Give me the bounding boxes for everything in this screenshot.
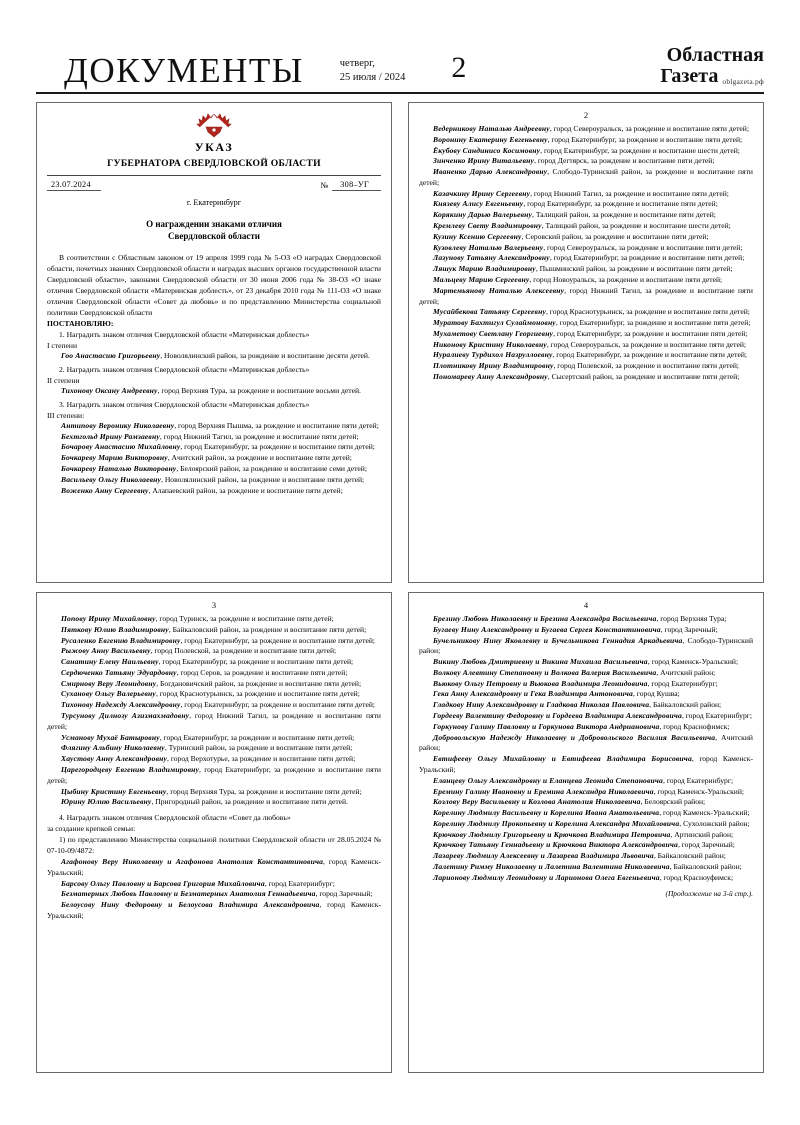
- awardee-detail: , Алапаевский район, за рождение и воспитание пяти детей;: [148, 485, 343, 495]
- list-item: [419, 700, 753, 711]
- awardee-detail: , город Екатеринбург, за рождение и воспитание пяти детей;: [180, 442, 375, 452]
- list-item: [419, 210, 753, 221]
- awardee-detail: , город Заречный;: [677, 840, 735, 850]
- coat-of-arms-icon: [47, 112, 381, 138]
- list-item: [419, 787, 753, 798]
- awardee-detail: , город Екатеринбург, за рождение и воспитание пяти детей;: [549, 253, 745, 263]
- list-item: [47, 614, 381, 625]
- awardee-detail: , город Полевской, за рождение и воспитание пяти детей;: [553, 361, 739, 371]
- list-item: [419, 264, 753, 275]
- awardee-detail: , Сухоложский район;: [679, 818, 750, 828]
- awardee-detail: , город Каменск-Уральский;: [653, 786, 744, 796]
- list-item: [419, 124, 753, 135]
- awardee-detail: , город Екатеринбург;: [264, 878, 335, 888]
- list-item: [47, 857, 381, 879]
- list-item: [419, 819, 753, 830]
- awardee-detail: , город Каменск-Уральский;: [47, 857, 381, 877]
- awardee-name: Корякину Дарью Валерьевну: [433, 210, 533, 220]
- list-item: [419, 808, 753, 819]
- list-item: [419, 711, 753, 722]
- awardee-name: Муратову Бахтигул Сулаймоновну: [433, 318, 556, 328]
- awardee-detail: , Байкаловский район;: [653, 851, 726, 861]
- list-item: [419, 232, 753, 243]
- list-item: [47, 486, 381, 497]
- awardee-detail: , город Североуральск, за рождение и воспитание пяти детей;: [543, 242, 743, 252]
- awardee-name: Плотникову Ирину Владимировну: [433, 361, 554, 371]
- awardee-detail: , город Екатеринбург, за рождение и воспитание пяти детей;: [555, 318, 751, 328]
- brand-line-2: Газета: [660, 64, 719, 87]
- awardee-name: Князеву Алису Евгеньевну: [433, 199, 524, 209]
- decree-item-4-sub: за создание крепкой семьи:: [47, 824, 136, 834]
- awardee-name: Викину Любовь Дмитриевну и Викина Михаила Васильевича: [433, 657, 648, 667]
- awardee-detail: , город Североуральск, за рождение и воспитание пяти детей;: [549, 124, 749, 133]
- awardee-name: Кремлеву Свету Владимировну: [433, 221, 542, 231]
- awardee-detail: , город Нижний Тагил, за рождение и воспитание пяти детей;: [159, 431, 359, 441]
- list-item: [419, 350, 753, 361]
- awardee-detail: , Белоярский район, за рождение и воспитание семи детей;: [176, 463, 367, 473]
- list-item: [419, 679, 753, 690]
- awardee-name: Барсову Ольгу Павловну и Барсова Григория Михайловича: [61, 878, 265, 888]
- awardee-detail: , город Екатеринбург, за рождение и воспитание шести детей;: [540, 145, 740, 155]
- list-item: [419, 156, 753, 167]
- brand-website: oblgazeta.рф: [722, 77, 764, 86]
- awardee-detail: , Ачитский район, за рождение и воспитание пяти детей;: [167, 453, 352, 463]
- awardee-name: Бочкареву Наталью Викторовну: [61, 463, 177, 473]
- list-item: [419, 657, 753, 668]
- awards-list-column-4: [419, 614, 753, 884]
- awardee-name: Мальцеву Марию Сергеевну: [433, 274, 530, 284]
- awardee-name: Тихонову Надежду Александровну: [61, 700, 181, 710]
- awardee-detail: , город Екатеринбург, за рождение и воспитание пяти детей;: [552, 350, 747, 360]
- decree-preamble: В соответствии с Областным законом от 19 апреля 1999 года № 5-ОЗ «О наградах Свердловской области, почетных званиях Свердловской области и наградах высших органов государственной власти Свердловской области», законами Свердловской области от 30 июня 2006 года № 38-ОЗ «О знаке отличия Свердловской области «Материнская доблесть», от 23 декабря 2010 года № 111-ОЗ «О знаке отличия Свердловской области «Совет да любовь» и по представлению Министерства социальной политики Свердловской области: [47, 253, 381, 318]
- list-item: [47, 475, 381, 486]
- column-1: [36, 102, 392, 583]
- awardee-name: Сердюченко Татьяну Эдуардовну: [61, 667, 177, 677]
- awardee-name: Агафонову Веру Николаевну и Агафонова Анатолия Константиновича: [61, 857, 324, 867]
- list-item: [47, 754, 381, 765]
- list-item: [419, 189, 753, 200]
- awardee-detail: , город Екатеринбург, за рождение и воспитание пяти детей;: [159, 732, 355, 742]
- awardee-name: Усманову Мухаё Батыровну: [61, 732, 160, 742]
- awardee-detail: , Новолялинский район, за рождение и воспитание десяти детей.: [160, 351, 370, 361]
- list-item: [419, 776, 753, 787]
- list-item: [419, 135, 753, 146]
- awardee-detail: , Пышминский район, за рождение и воспитание пяти детей;: [535, 264, 733, 274]
- awardee-detail: , город Каменск-Уральский;: [419, 754, 753, 774]
- list-item: [419, 614, 753, 625]
- list-item: [419, 253, 753, 264]
- page-number: 2: [451, 51, 467, 84]
- awardee-detail: , Талицкий район, за рождение и воспитание шести детей;: [541, 221, 731, 231]
- list-item: [419, 873, 753, 884]
- decree-title: [47, 218, 381, 242]
- awardee-detail: , Сысертский район, за рождение и воспитание пяти детей;: [547, 371, 740, 381]
- awardee-detail: , город Верхняя Тура, за рождение и воспитание пяти детей;: [166, 786, 362, 796]
- awardee-detail: , город Краснофимск;: [659, 721, 730, 731]
- decree-body: [47, 252, 381, 351]
- awardee-detail: , город Екатеринбург, за рождение и воспитание пяти детей;: [180, 700, 376, 710]
- list-item: [419, 199, 753, 210]
- list-item: [47, 797, 381, 808]
- awardee-name: Нуралиеву Турдихол Назруллоевну: [433, 350, 553, 360]
- list-item: [419, 372, 753, 383]
- awardee-detail: , город Краснотурьинск, за рождение и воспитание пяти детей;: [545, 307, 750, 317]
- awardee-detail: , город Нижний Тагил, за рождение и воспитание пяти детей;: [530, 188, 729, 198]
- column-4: [408, 592, 764, 1073]
- divider: [47, 175, 381, 176]
- list-item: [47, 900, 381, 922]
- brand: [660, 45, 764, 88]
- awardee-name: Турсунову Дилнозу Азизмахмадовну: [61, 711, 190, 721]
- list-item: [419, 840, 753, 851]
- awards-couples-list-column-3: [47, 857, 381, 922]
- list-item: [47, 636, 381, 647]
- list-item: [419, 862, 753, 873]
- awardee-detail: , город Екатеринбург, за рождение и воспитание пяти детей;: [180, 635, 376, 645]
- decree-item-1: 1. Наградить знаком отличия Свердловской области «Материнская доблесть»: [59, 330, 310, 340]
- awardee-detail: , Ачитский район;: [419, 732, 753, 753]
- awardee-detail: , Байкаловский район;: [649, 700, 722, 710]
- awardee-name: Крючкову Людмилу Григорьевну и Крючкова Владимира Петровича: [433, 829, 671, 839]
- list-item: [419, 167, 753, 189]
- awardee-name: Ёкубову Сандинисо Косимовну: [433, 145, 541, 155]
- list-item: [47, 421, 381, 432]
- awardee-detail: , город Новоуральск, за рождение и воспитание пяти детей;: [529, 274, 723, 284]
- awardee-name: Гордееву Валентину Федоровну и Гордеева Владимира Александровича: [433, 711, 682, 721]
- awards-list-column-2: [419, 124, 753, 383]
- awardee-detail: , город Верхняя Тура;: [656, 614, 727, 623]
- decree-resolve: ПОСТАНОВЛЯЮ:: [47, 319, 114, 329]
- awardee-detail: , Серовский район, за рождение и воспитание пяти детей;: [521, 231, 709, 241]
- awardee-name: Иваненко Дарью Александровну: [433, 167, 548, 177]
- awardee-name: Суханову Ольгу Валерьевну: [61, 689, 156, 699]
- awardee-name: Мартемьянову Наталью Алексеевну: [433, 285, 565, 295]
- awardee-name: Никонову Кристину Николаевну: [433, 339, 547, 349]
- awardee-name: Гоо Анастасию Григорьевну: [61, 351, 161, 361]
- list-item: [419, 361, 753, 372]
- awardee-name: Пономареву Анну Александровну: [433, 371, 548, 381]
- awardee-detail: , город Нижний Тагил, за рождение и воспитание пяти детей;: [47, 711, 381, 731]
- decree-title-line-2: Свердловской области: [167, 231, 260, 242]
- list-item: [419, 243, 753, 254]
- column-number: 4: [583, 600, 589, 610]
- awardee-detail: , Новолялинский район, за рождение и воспитание пяти детей;: [161, 474, 365, 484]
- awardee-detail: , город Верхотурье, за рождение и воспитание пяти детей;: [167, 754, 356, 764]
- awardee-name: Корелину Людмилу Васильевну и Корелина Ивана Анатольевича: [433, 808, 660, 818]
- awardee-name: Мухаметову Светлану Георгиевну: [433, 328, 554, 338]
- awardee-detail: , Белоярский район;: [640, 797, 706, 807]
- awardee-detail: , Ачитский район;: [656, 667, 716, 677]
- decree-degree-2: II степени: [47, 376, 80, 386]
- list-item: [47, 787, 381, 798]
- awardee-detail: , Слободо-Туринский район, за рождение и воспитание пяти детей;: [419, 167, 753, 187]
- column-2: [408, 102, 764, 583]
- awardee-name: Пяткову Юлию Владимировну: [61, 624, 169, 634]
- list-item: [419, 318, 753, 329]
- awardee-name: Бочкареву Марию Викторовну: [61, 453, 168, 463]
- columns-grid: [36, 102, 764, 1073]
- awardee-name: Евтифееву Ольгу Михайловну и Евтифеева Владимира Борисовича: [433, 754, 692, 764]
- awardee-name: Добровольскую Надежду Николаевну и Добровольского Василия Васильевича: [433, 732, 716, 742]
- awardee-detail: , город Екатеринбург, за рождение и воспитание пяти детей;: [158, 657, 354, 667]
- awardee-name: Зинченко Ирину Витальевну: [433, 156, 535, 166]
- awardee-detail: , Байкаловский район;: [669, 861, 742, 871]
- decree-degree-1: I степени: [47, 341, 78, 351]
- list-item: [47, 889, 381, 900]
- list-item: [419, 830, 753, 841]
- list-item: [47, 879, 381, 890]
- list-item: [47, 351, 381, 362]
- awards-degree-1-list: [47, 351, 381, 362]
- list-item: [419, 329, 753, 340]
- awardee-name: Тихонову Оксану Андреевну: [61, 386, 158, 396]
- awardee-detail: , город Екатеринбург;: [647, 678, 718, 688]
- awardee-detail: , город Каменск-Уральский;: [47, 900, 381, 920]
- awardee-detail: , Богдановичский район, за рождение и воспитание пяти детей;: [156, 678, 362, 688]
- awardee-detail: , город Заречный;: [660, 624, 718, 634]
- awardee-name: Волкову Алевтину Степановну и Волкова Валерия Васильевича: [433, 667, 657, 677]
- awardee-name: Русаленко Евгению Владимировну: [61, 635, 181, 645]
- awardee-detail: , город Серов, за рождение и воспитание пяти детей;: [176, 667, 348, 677]
- list-item: [47, 625, 381, 636]
- list-item: [419, 221, 753, 232]
- awardee-name: Ведерникову Наталью Андреевну: [433, 124, 550, 133]
- column-3: [36, 592, 392, 1073]
- masthead-date-block: [304, 53, 661, 88]
- awardee-name: Царегородцеву Евгению Владимировну: [61, 764, 200, 774]
- awardee-name: Ляшук Марию Владимировну: [433, 264, 536, 274]
- awardee-name: Юрину Юлию Васильевну: [61, 797, 152, 807]
- continuation-note: (Продолжение на 3-й стр.).: [665, 888, 753, 898]
- masthead: [36, 30, 764, 94]
- list-item: [47, 711, 381, 733]
- list-item: [47, 679, 381, 690]
- awardee-name: Гладкову Нину Александровну и Гладкова Николая Павловича: [433, 700, 650, 710]
- decree-number-label: №: [320, 181, 329, 190]
- awardee-detail: , город Североуральск, за рождение и воспитание пяти детей;: [546, 339, 747, 349]
- awardee-name: Безматерных Любовь Павловну и Безматерных Анатолия Геннадьевича: [61, 889, 316, 899]
- list-item: [419, 754, 753, 776]
- awardee-detail: , город Нижний Тагил, за рождение и воспитание пяти детей;: [419, 285, 753, 306]
- awardee-name: Лазареву Людмилу Алексеевну и Лазарева Владимира Львовича: [433, 851, 654, 861]
- awardee-name: Ларионову Людмилу Леонидовну и Ларионова Олега Евгеньевича: [433, 872, 660, 882]
- list-item: [47, 432, 381, 443]
- awardee-name: Рыжову Анну Васильевну: [61, 646, 151, 656]
- list-item: [419, 689, 753, 700]
- list-item: [419, 636, 753, 658]
- list-item: [419, 275, 753, 286]
- decree-number: 308–УГ: [332, 180, 381, 191]
- decree-heading: УКАЗ: [194, 140, 234, 154]
- awardee-detail: , город Кушва;: [633, 689, 680, 699]
- awardee-name: Горкунову Галину Павловну и Горкунова Виктора Андриановича: [433, 721, 660, 731]
- awardee-name: Крючкову Татьяну Геннадьевну и Крючкова Виктора Александровича: [433, 840, 678, 850]
- awardee-name: Бугаеву Нину Александровну и Бугаева Сергея Константиновича: [433, 624, 661, 634]
- awardee-detail: , город Екатеринбург, за рождение и воспитание пяти детей;: [547, 134, 743, 144]
- awardee-name: Кузовлеву Наталью Валерьевну: [433, 242, 544, 252]
- list-item: [419, 733, 753, 755]
- awardee-name: Казачкину Ирину Сергеевну: [433, 188, 531, 198]
- list-item: [47, 464, 381, 475]
- awardee-name: Вьюкову Ольгу Петровну и Вьюкова Владимира Леонидовича: [433, 678, 648, 688]
- awardee-detail: , город Каменск-Уральский;: [647, 657, 739, 667]
- list-item: [47, 386, 381, 397]
- list-item: [419, 668, 753, 679]
- awardee-name: Бехтгольд Ирину Рамзаевну: [61, 431, 160, 441]
- awardee-name: Воженко Анну Сергеевну: [61, 485, 149, 495]
- awardee-name: Воронину Екатерину Евгеньевну: [433, 134, 548, 144]
- list-item: [47, 765, 381, 787]
- decree-authority: ГУБЕРНАТОРА СВЕРДЛОВСКОЙ ОБЛАСТИ: [107, 158, 321, 169]
- awardee-name: Мусайбекова Татьяну Сергеевну: [433, 307, 546, 317]
- awardee-detail: , город Полевской, за рождение и воспитание пяти детей;: [150, 646, 337, 656]
- decree-degree-3: III степени:: [47, 410, 85, 420]
- decree-date: 23.07.2024: [47, 180, 101, 191]
- list-item: [419, 340, 753, 351]
- awardee-name: Брезину Любовь Николаевну и Брезина Александра Васильевича: [433, 614, 657, 623]
- awardee-detail: , город Краснотурьинск, за рождение и воспитание пяти детей;: [155, 689, 360, 699]
- awardee-name: Белоусову Нину Федоровну и Белоусова Владимира Александровича: [61, 900, 320, 910]
- masthead-date: 25 июля / 2024: [339, 71, 406, 83]
- list-item: [419, 797, 753, 808]
- awardee-name: Флягину Альбину Николаевну: [61, 743, 165, 753]
- awardee-detail: , город Каменск-Уральский;: [659, 808, 750, 818]
- list-item: [419, 307, 753, 318]
- list-item: [47, 668, 381, 679]
- column-number: 3: [211, 600, 217, 610]
- list-item: [47, 689, 381, 700]
- awardee-name: Антипову Веронику Николаевну: [61, 420, 175, 430]
- awardee-detail: , город Екатеринбург, за рождение и воспитание пяти детей;: [553, 328, 748, 338]
- masthead-weekday: четверг,: [339, 57, 375, 69]
- awardee-detail: , Артинский район;: [670, 829, 734, 839]
- awardee-name: Санатину Елену Наильевну: [61, 657, 159, 667]
- list-item: [419, 851, 753, 862]
- decree-item-4-1: 1) по представлению Министерства социальной политики Свердловской области от 28.05.2024 № 07-10-09/4872:: [47, 835, 381, 856]
- awardee-name: Козлову Веру Васильевну и Козлова Анатолия Николаевича: [433, 797, 641, 807]
- decree-item-4: 4. Наградить знаком отличия Свердловской области «Совет да любовь»: [59, 813, 291, 823]
- list-item: [47, 743, 381, 754]
- list-item: [47, 453, 381, 464]
- awardee-detail: , город Красноуфимск;: [659, 872, 734, 882]
- awardee-detail: , Талицкий район, за рождение и воспитание пяти детей;: [532, 210, 716, 220]
- awardee-detail: , город Верхняя Пышма, за рождение и воспитание пяти детей;: [174, 420, 379, 430]
- awardee-name: Еремину Галину Ивановну и Еремина Александра Николаевича: [433, 786, 654, 796]
- awards-degree-2-list: [47, 386, 381, 397]
- list-item: [419, 286, 753, 308]
- decree-item-3: 3. Наградить знаком отличия Свердловской области «Материнская доблесть»: [59, 399, 310, 409]
- awardee-name: Смирнову Веру Леонидовну: [61, 678, 157, 688]
- awardee-name: Бочарову Анастасию Михайловну: [61, 442, 181, 452]
- awardee-name: Цыбину Кристину Евгеньевну: [61, 786, 167, 796]
- decree-item-2: 2. Наградить знаком отличия Свердловской области «Материнская доблесть»: [59, 365, 310, 375]
- awardee-name: Бучельникову Нину Яковлевну и Бучельникова Геннадия Аркадьевича: [433, 635, 683, 645]
- awardee-name: Кузину Ксению Сергеевну: [433, 231, 522, 241]
- page-title: ДОКУМЕНТЫ: [64, 51, 304, 90]
- list-item: [419, 625, 753, 636]
- awardee-detail: , город Туринск, за рождение и воспитание пяти детей;: [155, 614, 334, 623]
- awards-list-column-3: [47, 614, 381, 808]
- awardee-detail: , Пригородный район, за рождение и воспитание пяти детей.: [151, 797, 348, 807]
- awardee-detail: , город Екатеринбург, за рождение и воспитание пяти детей;: [523, 199, 718, 209]
- awardee-name: Лалетину Римму Николаевну и Лалетина Валентина Николаевича: [433, 861, 670, 871]
- awardee-detail: , Байкаловский район, за рождение и воспитание пяти детей;: [168, 624, 367, 634]
- column-number: 2: [583, 110, 589, 120]
- awardee-name: Гека Анну Александровну и Гека Владимира Антоновича: [433, 689, 633, 699]
- decree-title-line-1: О награждении знаками отличия: [146, 219, 282, 229]
- awardee-name: Корелину Людмилу Прокопьевну и Корелина Александра Михайловича: [433, 818, 680, 828]
- list-item: [419, 146, 753, 157]
- list-item: [47, 700, 381, 711]
- awardee-detail: , город Верхняя Тура, за рождение и воспитание восьми детей.: [157, 386, 361, 396]
- awardee-detail: , город Екатеринбург;: [663, 775, 734, 785]
- awardee-name: Лазунову Татьяну Александровну: [433, 253, 550, 263]
- awardee-detail: , Слободо-Туринский район;: [419, 635, 754, 656]
- awardee-name: Васильеву Ольгу Николаевну: [61, 474, 162, 484]
- awardee-name: Попову Ирину Михайловну: [61, 614, 156, 623]
- awardee-detail: , город Екатеринбург, за рождение и воспитание пяти детей;: [47, 764, 381, 785]
- brand-line-1: Областная: [666, 44, 764, 67]
- decree-meta: [47, 180, 381, 191]
- awardee-detail: , Туринский район, за рождение и воспитание пяти детей;: [164, 743, 353, 753]
- list-item: [47, 442, 381, 453]
- list-item: [419, 722, 753, 733]
- decree-city: г. Екатеринбург: [186, 198, 242, 207]
- awards-degree-3-list: [47, 421, 381, 496]
- list-item: [47, 657, 381, 668]
- awardee-name: Еланцеву Ольгу Александровну и Еланцева Леонида Степановича: [433, 775, 664, 785]
- awardee-detail: , город Екатеринбург;: [681, 711, 753, 721]
- list-item: [47, 733, 381, 744]
- awardee-detail: , город Заречный;: [315, 889, 373, 899]
- awardee-detail: , город Дегтярск, за рождение и воспитание пяти детей;: [534, 156, 715, 166]
- list-item: [47, 646, 381, 657]
- awardee-name: Хаустову Анну Александровну: [61, 754, 168, 764]
